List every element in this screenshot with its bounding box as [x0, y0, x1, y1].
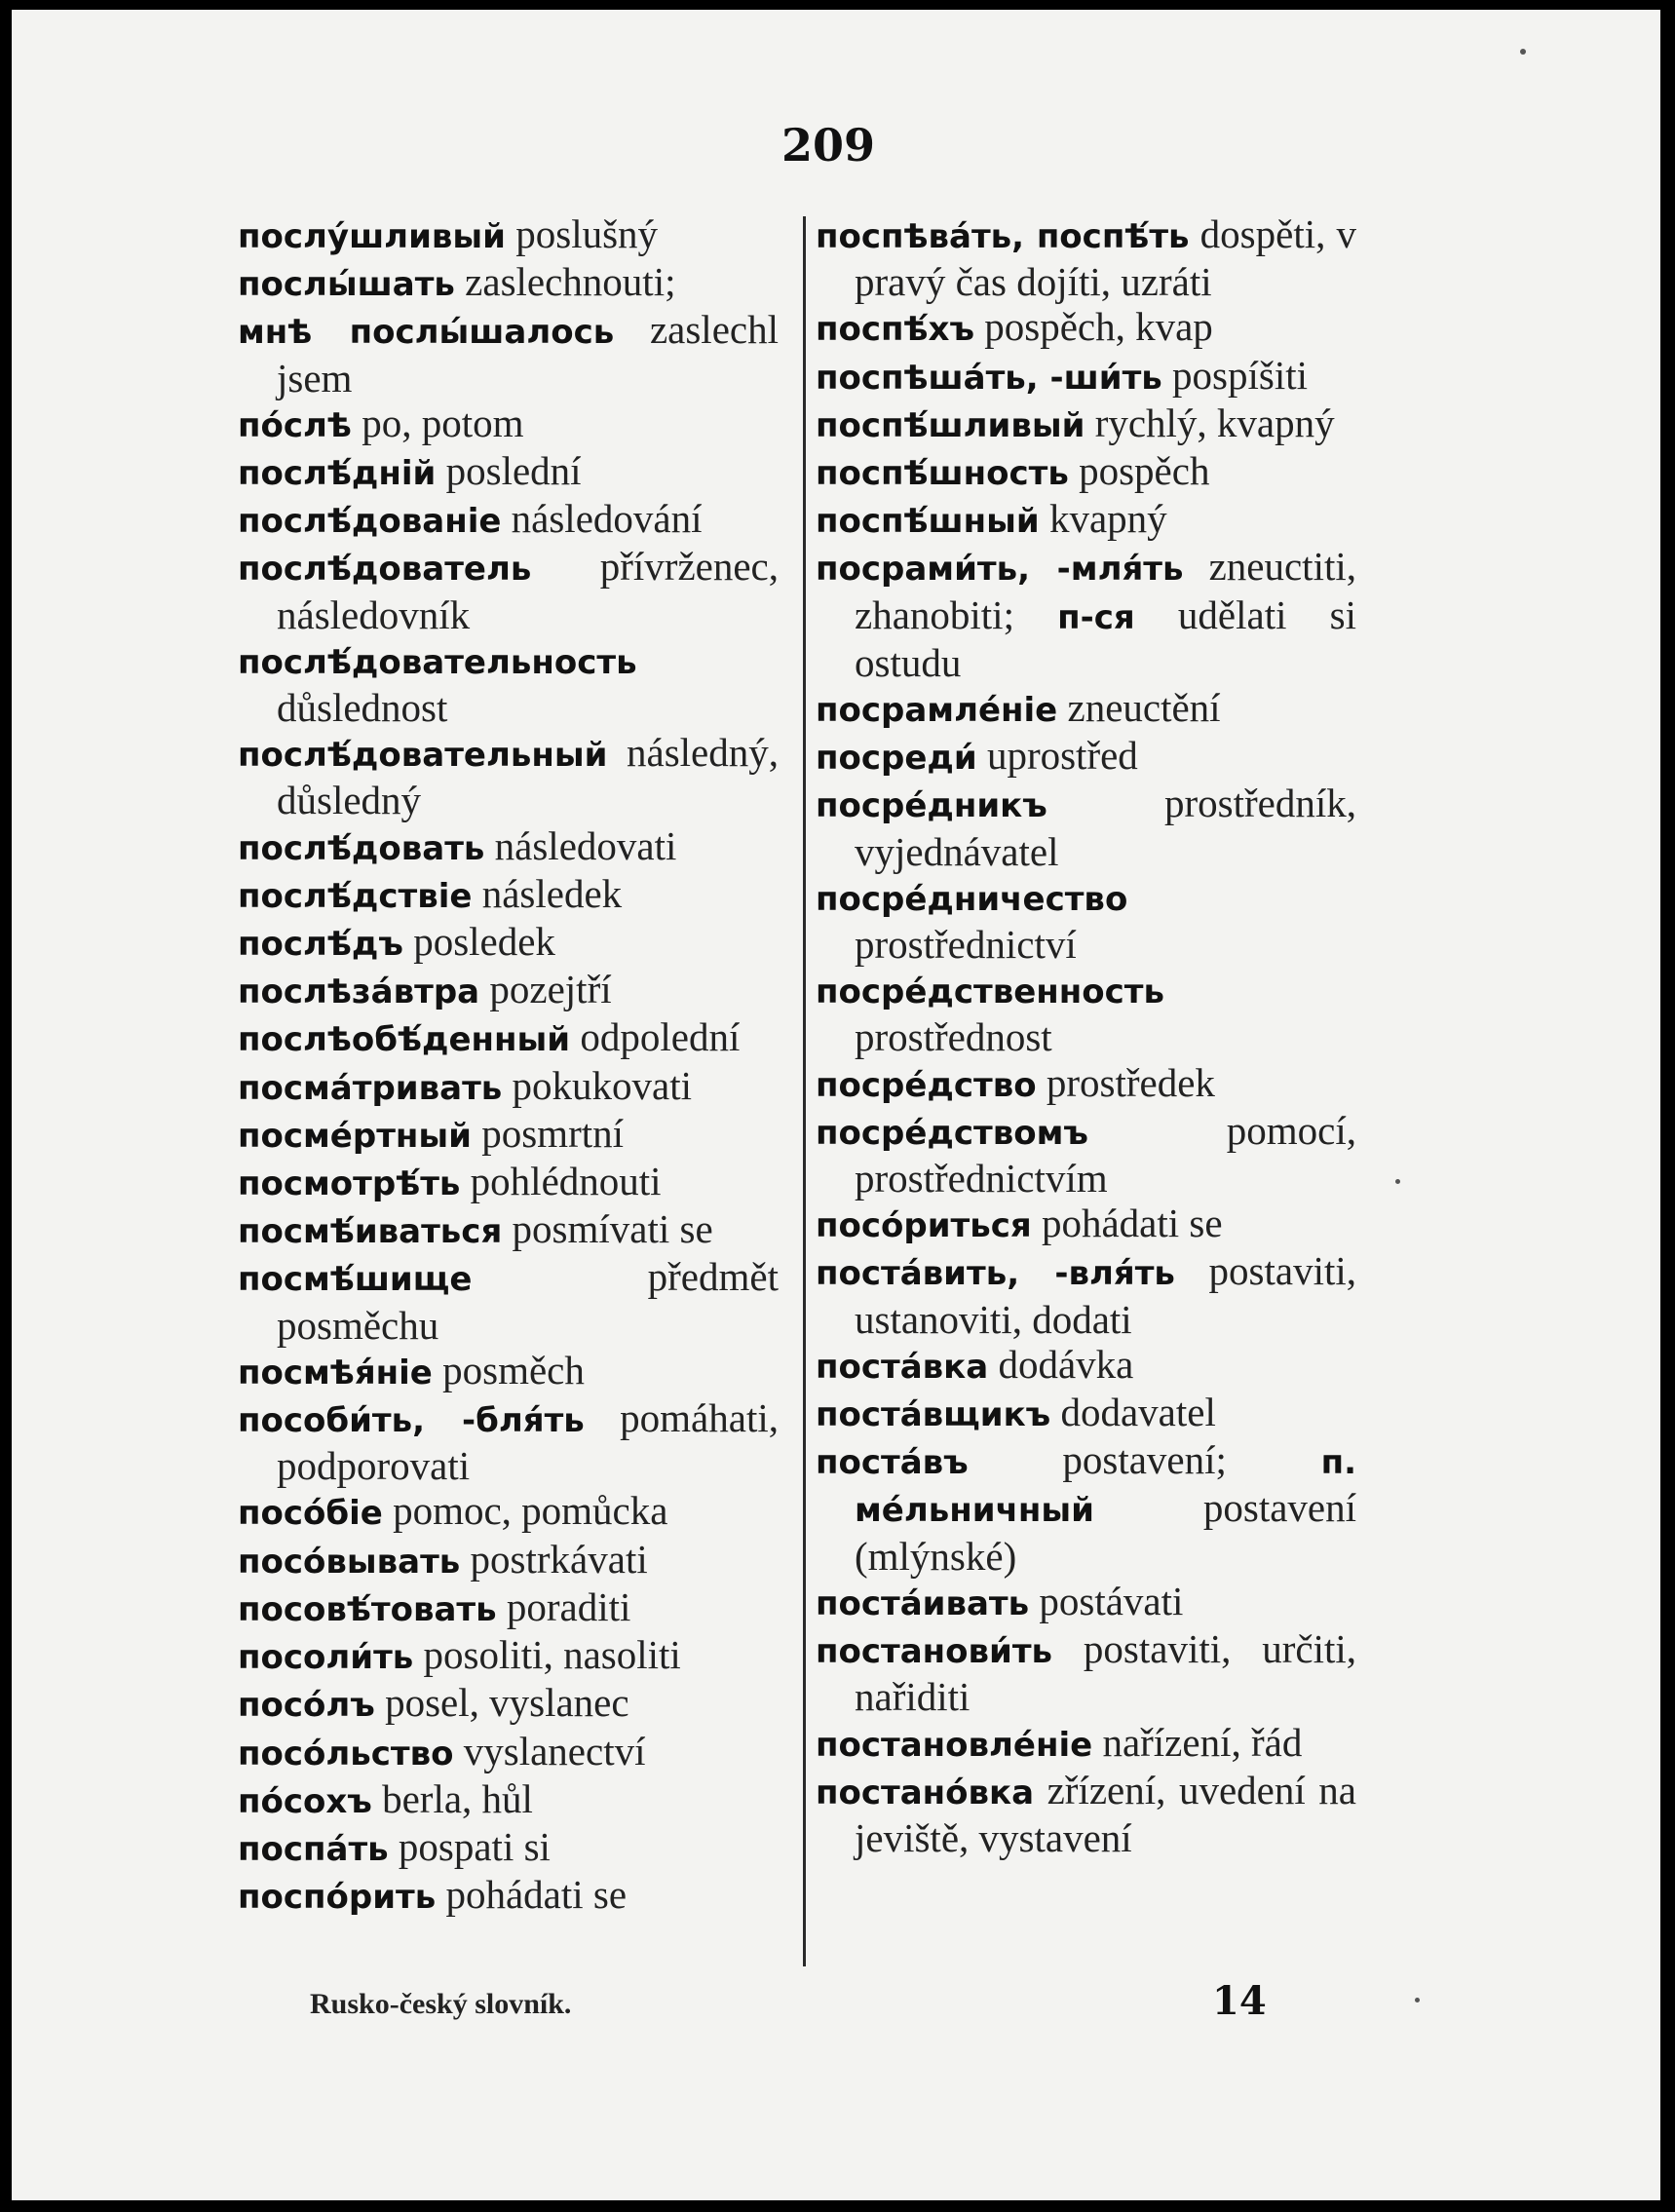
page-number: 209	[781, 119, 876, 172]
headword: послѣ́довательный	[238, 736, 608, 776]
headword: посре́дствомъ	[816, 1113, 1088, 1153]
definition: poslední	[436, 448, 582, 494]
dictionary-entry	[238, 1537, 779, 1584]
dictionary-entry	[238, 1584, 779, 1632]
dictionary-entry	[816, 1720, 1356, 1768]
headword: послѣобѣ́денный	[238, 1020, 571, 1060]
dictionary-entry	[238, 1111, 779, 1159]
dictionary-entry	[238, 400, 779, 448]
dictionary-entry	[816, 685, 1356, 733]
dictionary-entry	[816, 781, 1356, 873]
dictionary-entry	[238, 1488, 779, 1536]
definition: následovati	[484, 822, 677, 868]
definition: posel, vyslanec	[374, 1680, 629, 1726]
dictionary-entry	[816, 1626, 1356, 1719]
dictionary-entry	[238, 1872, 779, 1920]
dictionary-entry	[238, 1348, 779, 1395]
definition: pomocí, prostřednictvím	[855, 1107, 1356, 1201]
dictionary-entry	[238, 1395, 779, 1488]
definition: prostřednictví	[855, 922, 1077, 968]
definition: pospěch	[1068, 448, 1210, 494]
headword: послѣ́дствiе	[238, 876, 473, 916]
headword: посреди́	[816, 739, 977, 779]
dictionary-entry	[238, 1206, 779, 1254]
dictionary-entry	[238, 1063, 779, 1111]
sub-headword: п. ме́льничный	[855, 1443, 1356, 1531]
definition: posmrtní	[471, 1110, 625, 1156]
dictionary-entry	[238, 1776, 779, 1824]
definition: pohlédnouti	[460, 1159, 662, 1204]
signature-mark: 14	[1212, 1978, 1267, 2024]
headword: послѣ́довательность	[238, 642, 637, 682]
dictionary-entry	[816, 1390, 1356, 1437]
dictionary-entry	[816, 496, 1356, 544]
dictionary-page	[12, 10, 1660, 2200]
definition: prostředník, vyjednávatel	[855, 781, 1356, 874]
dictionary-entry	[238, 637, 779, 730]
definition: postávati	[1029, 1578, 1184, 1623]
headword: посре́дство	[816, 1065, 1037, 1105]
dictionary-entry	[816, 967, 1356, 1059]
column-divider	[803, 216, 806, 1966]
definition: dodavatel	[1050, 1390, 1216, 1435]
headword: посрами́ть, -мля́ть	[816, 550, 1184, 590]
dictionary-entry	[816, 1108, 1356, 1201]
headword: поспѣ́хъ	[816, 310, 974, 350]
dictionary-entry	[816, 304, 1356, 352]
headword: посо́вывать	[238, 1542, 461, 1582]
headword: посо́льство	[238, 1734, 454, 1773]
dictionary-entry	[238, 1632, 779, 1680]
definition: rychlý, kvapný	[1085, 400, 1335, 445]
definition: nařízení, řád	[1092, 1719, 1303, 1765]
dictionary-entry	[238, 871, 779, 919]
definition: postavení;	[968, 1437, 1321, 1483]
definition: následný, důsledný	[277, 730, 779, 823]
definition: postaviti, ustanoviti, dodati	[855, 1248, 1357, 1342]
headword: посо́бiе	[238, 1494, 383, 1534]
definition: posměch	[432, 1347, 585, 1392]
sub-headword: п-ся	[1057, 597, 1135, 637]
dictionary-entry	[238, 496, 779, 544]
dictionary-entry	[816, 874, 1356, 967]
definition: pokukovati	[502, 1062, 693, 1108]
headword: поспа́ть	[238, 1829, 389, 1869]
headword: поспѣша́ть, -ши́ть	[816, 358, 1162, 398]
definition: pospěch, kvap	[974, 304, 1213, 350]
dictionary-entry	[816, 211, 1356, 304]
definition: posoliti, nasoliti	[413, 1632, 681, 1678]
definition: pohádati se	[1031, 1201, 1223, 1246]
definition: zřízení, uvedení na jeviště, vystavení	[855, 1767, 1356, 1860]
dictionary-entry	[238, 544, 779, 636]
headword: поста́вить, -вля́ть	[816, 1254, 1175, 1294]
headword: поста́ивать	[816, 1583, 1030, 1623]
dictionary-entry	[238, 1729, 779, 1776]
headword: посре́дничество	[816, 879, 1128, 919]
headword: посо́лъ	[238, 1686, 375, 1726]
definition: postaviti, určiti, nařiditi	[855, 1626, 1356, 1720]
headword: посовѣ́товать	[238, 1589, 497, 1629]
definition: kvapný	[1039, 496, 1167, 542]
left-column	[238, 211, 779, 1920]
dictionary-entry	[238, 448, 779, 496]
dictionary-entry	[816, 544, 1356, 685]
definition: následování	[501, 496, 703, 542]
dictionary-entry	[238, 1680, 779, 1728]
headword: поспѣ́шность	[816, 454, 1069, 494]
headword: мнѣ послы́шалось	[238, 313, 615, 353]
definition: prostřednost	[855, 1014, 1052, 1060]
headword: посре́дственность	[816, 973, 1164, 1012]
definition: dodávka	[988, 1341, 1134, 1387]
dictionary-entry	[238, 1159, 779, 1206]
definition: odpolední	[570, 1014, 741, 1060]
scan-speck	[1415, 1998, 1420, 2002]
headword: посме́ртный	[238, 1116, 472, 1156]
dictionary-entry	[816, 733, 1356, 781]
headword: посмѣя́нie	[238, 1353, 433, 1392]
definition: pozejtří	[479, 967, 612, 1012]
definition: poslušný	[506, 211, 659, 256]
dictionary-entry	[238, 259, 779, 307]
headword: поспѣва́ть, поспѣ́ть	[816, 217, 1190, 256]
definition: předmět posměchu	[277, 1254, 779, 1348]
headword: посмѣ́иваться	[238, 1212, 503, 1252]
definition: poraditi	[496, 1583, 631, 1629]
definition: posmívati se	[502, 1206, 713, 1252]
headword: послѣза́втра	[238, 973, 480, 1012]
dictionary-entry	[816, 1768, 1356, 1860]
definition: pomoc, pomůcka	[382, 1488, 668, 1534]
dictionary-entry	[816, 1437, 1356, 1579]
headword: по́сохъ	[238, 1781, 372, 1821]
headword: посо́риться	[816, 1206, 1032, 1246]
headword: поста́вщикъ	[816, 1395, 1051, 1435]
headword: по́слѣ	[238, 405, 352, 445]
headword: посоли́ть	[238, 1638, 414, 1678]
definition: po, potom	[351, 400, 524, 445]
dictionary-entry	[816, 400, 1356, 448]
dictionary-entry	[816, 448, 1356, 496]
dictionary-entry	[238, 1824, 779, 1872]
definition: pospati si	[388, 1823, 551, 1869]
definition: dospěti, v pravý čas dojíti, uzráti	[855, 211, 1357, 305]
dictionary-entry	[238, 730, 779, 822]
headword: поста́въ	[816, 1443, 969, 1483]
headword: поспѣ́шливый	[816, 405, 1085, 445]
headword: послѣ́довать	[238, 828, 485, 868]
dictionary-entry	[816, 1201, 1356, 1248]
headword: послѣ́дъ	[238, 925, 403, 965]
sub-definition: udělati si ostudu	[855, 591, 1356, 685]
dictionary-entry	[816, 353, 1356, 400]
headword: постановле́нie	[816, 1725, 1093, 1765]
headword: пособи́ть, -бля́ть	[238, 1401, 585, 1441]
dictionary-entry	[238, 919, 779, 967]
headword: послѣ́дователь	[238, 550, 532, 590]
headword: поспо́рить	[238, 1878, 437, 1918]
scan-speck	[1395, 1179, 1400, 1184]
definition: pohádati se	[436, 1872, 628, 1918]
definition: prostředek	[1036, 1059, 1215, 1105]
dictionary-entry	[238, 967, 779, 1014]
dictionary-entry	[238, 211, 779, 259]
dictionary-entry	[238, 1014, 779, 1062]
headword: поста́вка	[816, 1347, 989, 1387]
headword: послѣ́дованie	[238, 502, 502, 542]
definition: berla, hůl	[371, 1775, 533, 1821]
sub-definition: postavení (mlýnské)	[855, 1485, 1356, 1579]
headword: посмѣ́шище	[238, 1260, 473, 1300]
definition: přívrženec, následovník	[277, 544, 779, 637]
definition: pospíšiti	[1161, 352, 1309, 398]
headword: послу́шливый	[238, 217, 506, 256]
dictionary-entry	[816, 1248, 1356, 1341]
definition: zaslechnouti;	[454, 259, 676, 305]
dictionary-entry	[238, 1254, 779, 1347]
headword: послѣ́днiй	[238, 454, 437, 494]
headword: постанови́ть	[816, 1632, 1053, 1672]
definition: pomáhati, podporovati	[277, 1395, 779, 1489]
scan-speck	[1520, 49, 1526, 55]
definition: zneuctiti, zhanobiti;	[855, 544, 1356, 637]
definition: zaslechl jsem	[277, 307, 779, 400]
definition: důslednost	[277, 685, 448, 731]
definition: následek	[472, 870, 623, 916]
definition: vyslanectví	[453, 1728, 646, 1773]
definition: posledek	[402, 919, 555, 965]
headword: посмотрѣ́ть	[238, 1164, 461, 1204]
headword: посре́дникъ	[816, 786, 1047, 826]
headword: послы́шать	[238, 265, 455, 305]
footer-source: Rusko-český slovník.	[310, 1988, 572, 2020]
definition: uprostřed	[976, 733, 1138, 779]
right-column	[816, 211, 1356, 1860]
definition: zneuctění	[1057, 685, 1221, 731]
dictionary-entry	[816, 1579, 1356, 1626]
headword: постано́вка	[816, 1773, 1035, 1812]
dictionary-entry	[816, 1342, 1356, 1390]
dictionary-entry	[816, 1060, 1356, 1108]
headword: посма́тривать	[238, 1068, 503, 1108]
dictionary-entry	[238, 307, 779, 400]
definition: postrkávati	[460, 1536, 648, 1582]
headword: посрамле́нie	[816, 691, 1058, 731]
headword: поспѣ́шный	[816, 502, 1040, 542]
dictionary-entry	[238, 823, 779, 871]
